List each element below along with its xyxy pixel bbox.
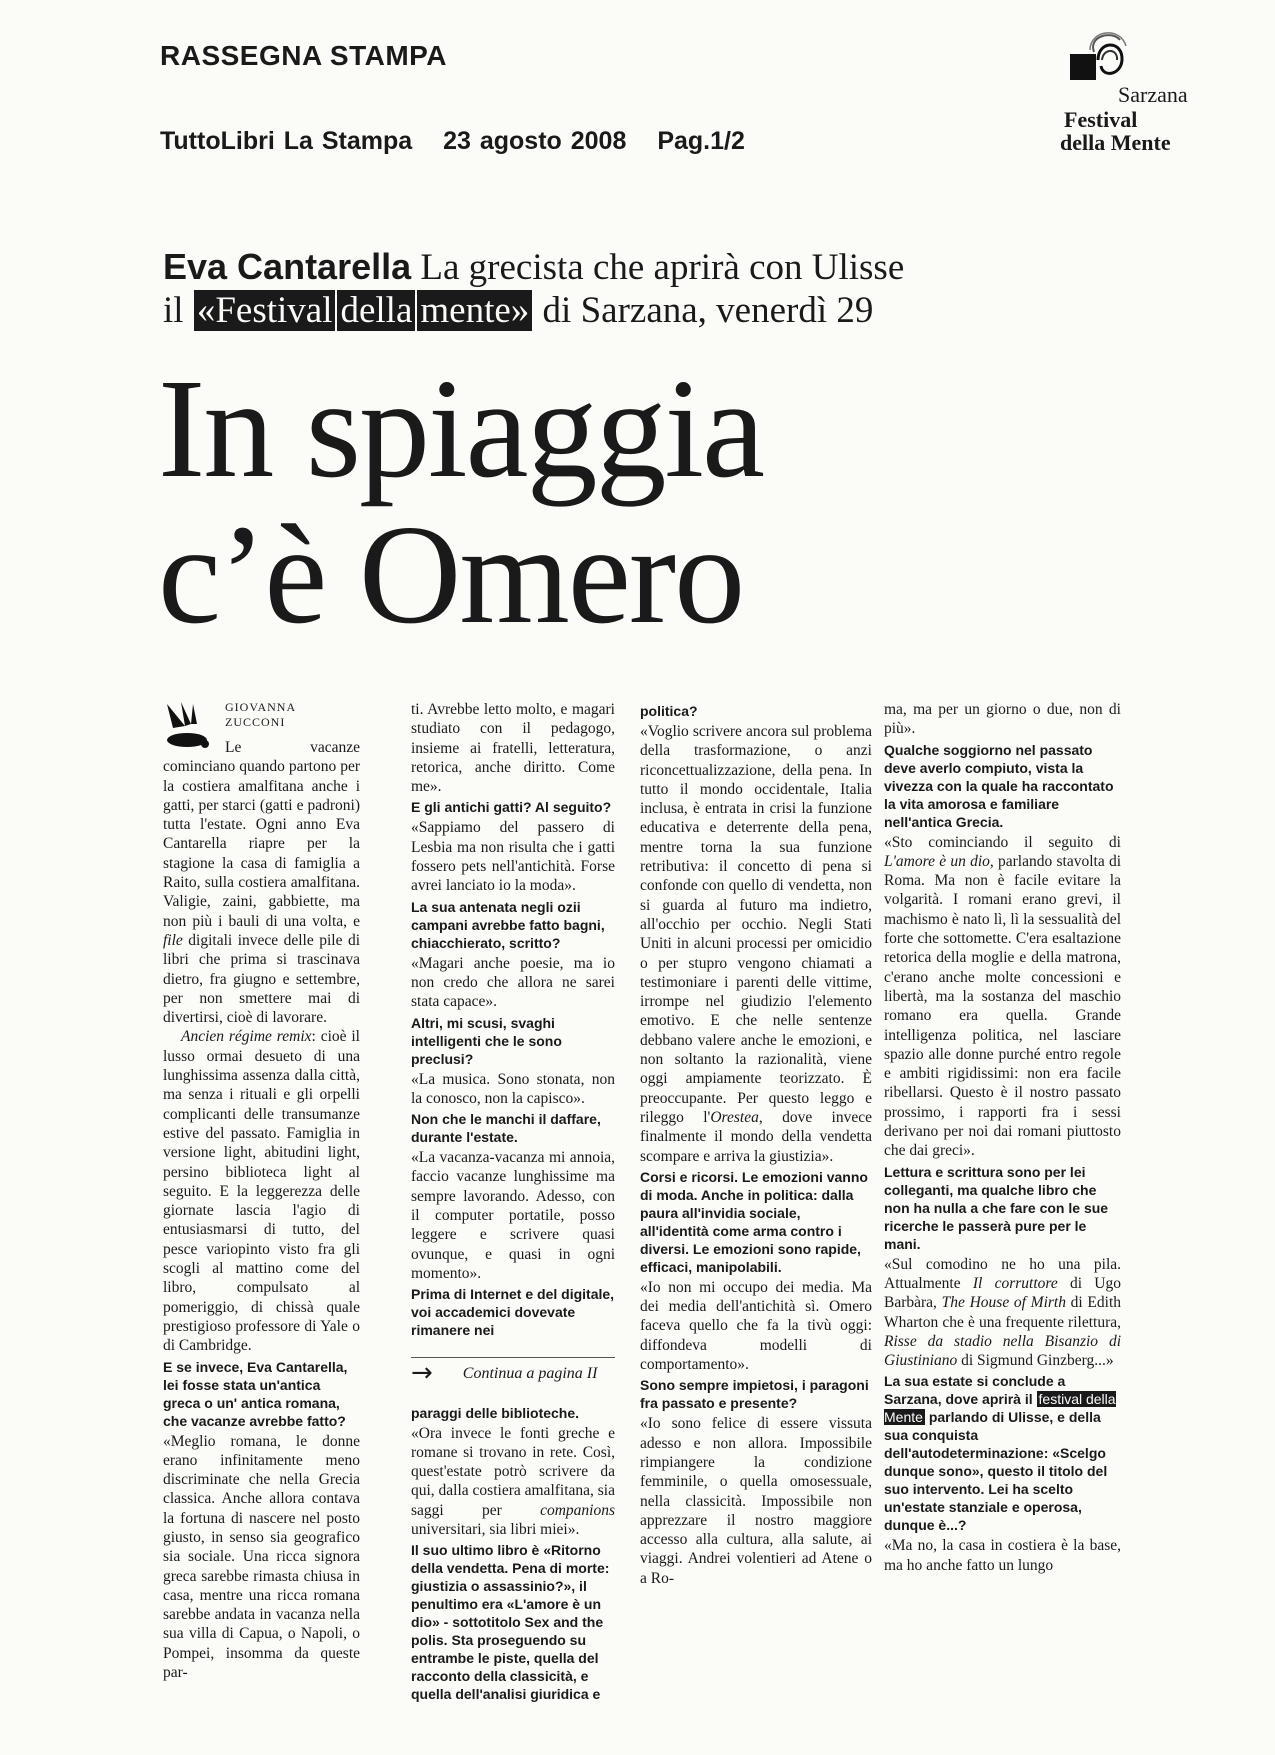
kicker — [163, 245, 1063, 332]
kicker-prefix: il — [163, 290, 184, 331]
article-column-2 — [411, 700, 615, 1705]
question: Sono sempre impietosi, i paragoni fra passato e presente? — [640, 1377, 869, 1412]
paragraph: «Io sono felice di essere vissuta adesso e non allora. Impossibile rimpiangere la condizione femminile, o quella omosessuale, nella classicità. Impossibile non apprezzare il nostro maggiore accesso alla cultura, alla salute, ai viaggi. Andrei volentieri ad Atene o a Ro- — [640, 1415, 872, 1587]
paragraph: ti. Avrebbe letto molto, e magari studiato con il pedagogo, insieme ai fratelli, letteratura, retorica, anche diritto. Come me». — [411, 701, 615, 796]
question: Qualche soggiorno nel passato deve averlo compiuto, vista la vivezza con la quale ha raccontato la vita amorosa e familiare nell'antica Grecia. — [884, 741, 1114, 830]
header-label: RASSEGNA STAMPA — [160, 40, 447, 71]
question: Il suo ultimo libro è «Ritorno della vendetta. Pena di morte: giustizia o assassinio?», il penultimo era «L'amore è un dio» - sottotitolo Sex and the polis. Sta proseguendo su entrambe le piste, quella del racconto della classicità, e quella dell'analisi giuridica e — [411, 1542, 610, 1703]
article-column-1 — [163, 700, 360, 1682]
article-column-4 — [884, 700, 1121, 1575]
swirl-logo-icon — [1068, 30, 1128, 90]
publication-name: TuttoLibri La Stampa — [160, 127, 413, 155]
paragraph: «Magari anche poesie, ma io non credo che allora ne sarei stata capace». — [411, 954, 615, 1011]
headline — [158, 349, 764, 653]
kicker-name: Eva Cantarella — [163, 246, 412, 287]
kicker-text: La grecista che aprirà con Ulisse — [420, 247, 905, 288]
kicker-highlight-3: mente» — [417, 290, 532, 331]
byline-author — [225, 700, 296, 730]
logo-line-3: della Mente — [1060, 130, 1171, 155]
paragraph: «Ora invece le fonti greche e romane si trovano in rete. Così, quest'estate potrò scrivere da qui, dalla costiera amalfitana, sia saggi per companions universitari, sia libri miei». — [411, 1424, 615, 1539]
question: Lettura e scrittura sono per lei colleganti, ma qualche libro che non ha nulla a che fare con le sue ricerche le passerà pure per le mani. — [884, 1163, 1109, 1252]
quote-mark-icon — [163, 700, 211, 752]
arrow-right-icon: → — [411, 1358, 433, 1384]
lead-paragraph: Le vacanze cominciano quando partono per la costiera amalfitana anche i gatti, per starci (gatti e padroni) tutta l'estate. Ogni anno Eva Cantarella riapre per la stagione la casa di famiglia a Raito, sulla costiera amalfitana. Valigie, zaini, gabbiette, ma non più i bauli di una volta, e file digitali invece delle pile di libri che prima si trascinava dietro, fra giugno e settembre, per non smettere mai di divertirsi, cioè di lavorare. — [163, 739, 360, 1027]
paragraph: ma, ma per un giorno o due, non di più». — [884, 701, 1121, 738]
byline-first: GIOVANNA — [225, 700, 297, 714]
festival-highlight: festival della Mente — [884, 1391, 1116, 1426]
kicker-suffix: di Sarzana, venerdì 29 — [542, 290, 874, 331]
publication-date: 23 agosto 2008 — [443, 127, 627, 155]
question: E gli antichi gatti? Al seguito? — [411, 799, 612, 816]
byline — [163, 700, 360, 758]
kicker-highlight-2: della — [337, 290, 415, 331]
paragraph: «Sappiamo del passero di Lesbia ma non risulta che i gatti fossero pets nell'antichità. Forse avrei lanciato io la moda». — [411, 819, 615, 895]
question: Altri, mi scusi, svaghi intelligenti che le sono preclusi? — [411, 1014, 562, 1067]
paragraph: «Voglio scrivere ancora sul problema della trasformazione, o anzi riconcettualizzazione, della pena. In tutto il mondo occidentale, Italia inclusa, è entrata in crisi la funzione educativa e deterrente della pena, mentre torna la sua funzione retributiva: il concetto di pena si confonde con quello di vendetta, non si guarda al futuro ma indietro, all'occhio per occhio. Negli Stati Uniti in alcuni processi per omicidio o per stupro vengono chiamati a testimoniare i parenti delle vittime, irrompe nel giudizio l'elemento emotivo. E che nelle sentenze debbano valere anche le emozioni, e non soltanto la razionalità, viene oggi ampiamente teorizzato. È preoccupante. Per questo leggo e rileggo l'Orestea, dove invece finalmente il mondo della vendetta scompare e arriva la giustizia». — [640, 723, 872, 1165]
paragraph: «Io non mi occupo dei media. Ma dei media dell'antichità sì. Omero faceva quello che fa la tivù oggi: diffondeva modelli di comportamento». — [640, 1278, 872, 1374]
byline-last: ZUCCONI — [225, 715, 286, 729]
paragraph: Ancien régime remix: cioè il lusso ormai desueto di una lunghissima assenza dalla città, ma senza i rituali e gli orpelli complicanti delle transumanze estive del passato. Famiglia in versione light, abitudini light, persino biblioteca light al seguito. E la leggerezza delle giornate lascia l'agio di entusiasmarsi di tutto, del pesce variopinto visto fra gli scogli al mattino come del libro, compulsato al pomeriggio, di chissà quale prestigioso professore di Yale o di Cambridge. — [163, 1028, 360, 1355]
headline-line-2: c’è Omero — [158, 495, 744, 653]
question: Corsi e ricorsi. Le emozioni vanno di moda. Anche in politica: dalla paura all'invidia sociale, all'identità come arma contro i diversi. Le emozioni sono rapide, efficaci, manipolabili. — [640, 1168, 868, 1275]
question: E se invece, Eva Cantarella, lei fosse stata un'antica greca o un' antica romana, che vacanze avrebbe fatto? — [163, 1358, 348, 1429]
continua-link[interactable] — [411, 1357, 615, 1383]
paragraph: «Sto cominciando il seguito di L'amore è un dio, parlando stavolta di Roma. Ma non è facile evitare la volgarità. I romani erano grevi, il machismo è nato lì, lì la sessualità del forte che sottomette. C'era esaltazione retorica della moglie e della matrona, c'erano anche molte concessioni e libertà, ma la sostanza del maschio romano era quella. Grande intelligenza politica, nel lasciare spazio alle donne purché entro regole e ambiti rigidissimi: non era facile ribellarsi. Questo è il nostro passato prossimo, i rapporti fra i sessi derivano per noi dai romani piuttosto che dai greci». — [884, 833, 1121, 1160]
continua-label: Continua a pagina II — [462, 1365, 598, 1383]
source-line — [160, 127, 767, 156]
question: paraggi delle biblioteche. — [411, 1404, 580, 1421]
paragraph: «Sul comodino ne ho una pila. Attualmente Il corruttore di Ugo Barbàra, The House of Mirth di Edith Wharton che è una frequente rilettura, Risse da stadio nella Bisanzio di Giustiniano di Sigmund Ginzberg...» — [884, 1255, 1122, 1370]
paragraph: «La musica. Sono stonata, non la conosco, non la capisco». — [411, 1070, 615, 1107]
question: Prima di Internet e del digitale, voi accademici dovevate rimanere nei — [411, 1286, 615, 1339]
headline-line-1: In spiaggia — [158, 349, 764, 507]
paragraph: «Meglio romana, le donne erano infinitamente meno discriminate che nella Grecia classica. Anche allora contava la fortuna di nascere nel posto giusto, in senso sia geografico sia sociale. Una ricca signora greca sarebbe rimasta chiusa in casa, mentre una ricca romana sarebbe andata in vacanza nella sua villa di Capua, o Napoli, o Pompei, insomma da queste par- — [163, 1432, 360, 1682]
paragraph: «Ma no, la casa in costiera è la base, ma ho anche fatto un lungo — [884, 1537, 1121, 1574]
question: Non che le manchi il daffare, durante l'estate. — [411, 1111, 601, 1146]
page-number: Pag.1/2 — [657, 127, 745, 155]
question: La sua antenata negli ozii campani avrebbe fatto bagni, chiacchierato, scritto? — [411, 898, 605, 951]
question: La sua estate si conclude a Sarzana, dove aprirà il festival della Mente parlando di Ulisse, e della sua conquista dell'autodeterminazione: «Scelgo dunque sono», questo il titolo del suo intervento. Lei ha scelto un'estate stanziale e operosa, dunque è...? — [884, 1373, 1116, 1534]
paragraph: «La vacanza-vacanza mi annoia, faccio vacanze lunghissime ma sempre lavorando. Adesso, con il computer portatile, posso leggere e scrivere quasi ovunque, e quasi in ogni momento». — [411, 1149, 615, 1282]
logo-line-1: Sarzana — [1118, 82, 1188, 107]
kicker-highlight-1: «Festival — [194, 290, 336, 331]
festival-logo — [1062, 30, 1222, 155]
logo-line-2: Festival — [1064, 107, 1138, 132]
article-column-3 — [640, 700, 872, 1588]
question: politica? — [640, 703, 698, 719]
